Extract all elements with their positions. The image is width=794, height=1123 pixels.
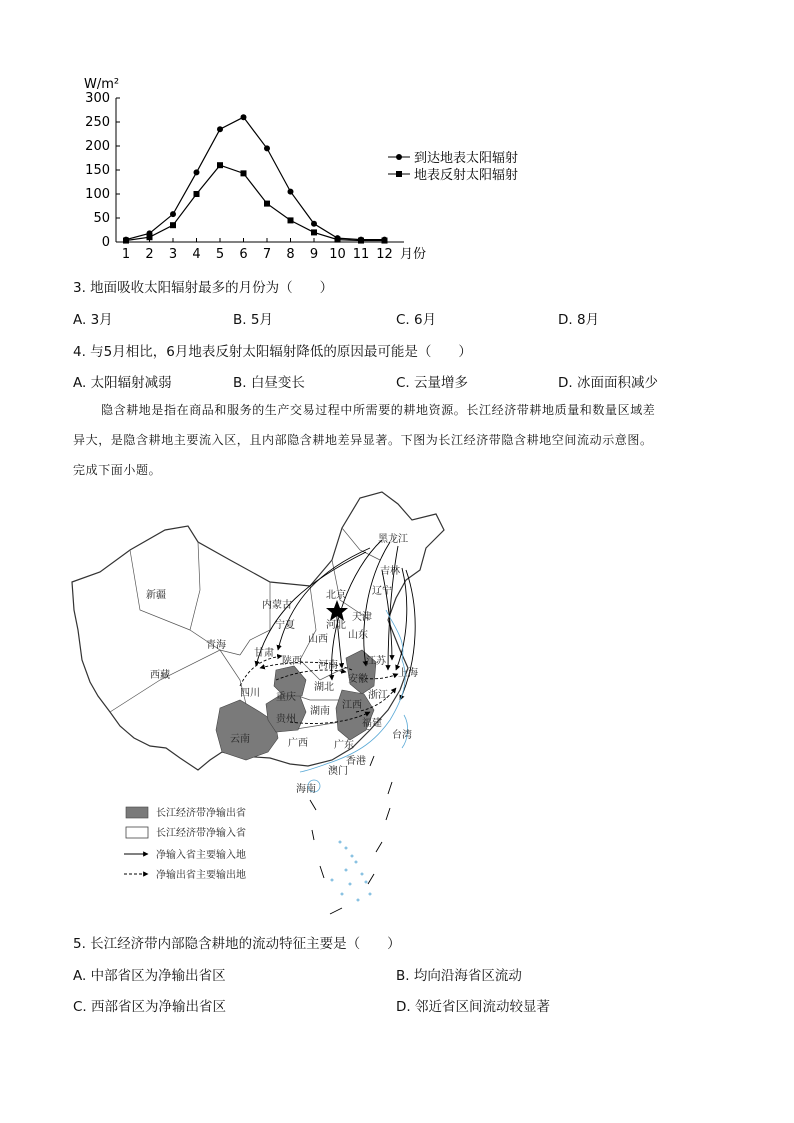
question-4-stem: 4. 与5月相比，6月地表反射太阳辐射降低的原因最可能是（ ） (73, 344, 472, 360)
x-tick-label: 12 (376, 247, 393, 262)
label-heilongjiang: 黑龙江 (378, 534, 408, 545)
data-point (123, 238, 129, 244)
x-tick-label: 3 (168, 247, 178, 262)
legend-net-in: 长江经济带净输入省 (156, 828, 246, 839)
data-point (382, 238, 388, 244)
label-gansu: 甘肃 (254, 648, 274, 659)
question-5-stem: 5. 长江经济带内部隐含耕地的流动特征主要是（ ） (73, 936, 401, 952)
q5-option-d[interactable]: D. 邻近省区间流动较显著 (396, 999, 550, 1015)
y-tick-label: 300 (85, 91, 110, 106)
q4-option-b[interactable]: B. 白昼变长 (233, 375, 305, 391)
legend-series-2: 地表反射太阳辐射 (414, 168, 519, 183)
y-tick-label: 100 (85, 187, 110, 202)
q5-option-a[interactable]: A. 中部省区为净输出省区 (73, 968, 226, 984)
x-tick-label: 7 (262, 247, 272, 262)
label-xinjiang: 新疆 (146, 590, 166, 601)
data-point (241, 170, 247, 176)
label-qinghai: 青海 (206, 640, 226, 651)
label-fujian: 福建 (362, 718, 382, 729)
label-chongqing: 重庆 (276, 692, 296, 703)
q5-option-c[interactable]: C. 西部省区为净输出省区 (73, 999, 227, 1015)
data-point (170, 222, 176, 228)
legend-solid-arrow: 净输入省主要输入地 (156, 850, 246, 861)
q3-option-b[interactable]: B. 5月 (233, 312, 273, 328)
label-hebei: 河北 (326, 620, 346, 631)
chart-legend (388, 150, 518, 183)
y-tick-label: 200 (85, 139, 110, 154)
label-tianjin: 天津 (352, 612, 372, 623)
data-point (288, 217, 294, 223)
label-shaanxi: 陕西 (282, 656, 302, 667)
series-line-2 (126, 165, 385, 240)
label-xianggang: 香港 (346, 756, 366, 767)
data-point (311, 221, 317, 227)
radiation-chart (70, 68, 540, 268)
x-tick-label: 11 (352, 247, 370, 262)
data-point (288, 189, 294, 195)
q3-option-a[interactable]: A. 3月 (73, 312, 113, 328)
data-point (194, 191, 200, 197)
y-tick-label: 0 (101, 235, 110, 250)
x-tick-label: 6 (239, 247, 248, 262)
y-tick-label: 150 (85, 163, 110, 178)
data-point (217, 126, 223, 132)
label-liaoning: 辽宁 (372, 586, 392, 597)
data-point (311, 229, 317, 235)
x-tick-label: 10 (329, 247, 346, 262)
x-tick-label: 2 (145, 247, 154, 262)
q4-option-c[interactable]: C. 云量增多 (396, 375, 469, 391)
label-shanghai: 上海 (398, 668, 418, 679)
x-tick-label: 1 (121, 247, 131, 262)
label-anhui: 安徽 (348, 674, 368, 685)
sea-border-lines (310, 756, 392, 914)
q5-option-b[interactable]: B. 均向沿海省区流动 (396, 968, 522, 984)
label-yunnan: 云南 (230, 734, 250, 745)
data-point (147, 234, 153, 240)
china-flow-map (70, 490, 450, 920)
label-hainan: 海南 (296, 784, 316, 795)
passage-line-1: 隐含耕地是指在商品和服务的生产交易过程中所需要的耕地资源。长江经济带耕地质量和数量区域差 (101, 403, 656, 417)
label-guangxi: 广西 (288, 738, 308, 749)
series-line-1 (126, 117, 385, 239)
label-ningxia: 宁夏 (275, 620, 295, 631)
data-point (194, 169, 200, 175)
x-tick-label: 9 (309, 247, 319, 262)
passage-line-2: 异大，是隐含耕地主要流入区，且内部隐含耕地差异显著。下图为长江经济带隐含耕地空间流动示意图。 (73, 433, 653, 447)
data-point (264, 145, 270, 151)
q3-option-c[interactable]: C. 6月 (396, 312, 437, 328)
label-hubei: 湖北 (314, 682, 334, 693)
label-sichuan: 四川 (240, 688, 260, 699)
passage-line-3: 完成下面小题。 (73, 463, 162, 477)
label-shandong: 山东 (348, 630, 368, 641)
label-zhejiang: 浙江 (368, 690, 388, 701)
x-tick-label: 5 (215, 247, 225, 262)
passage (73, 395, 733, 485)
label-taiwan: 台湾 (392, 730, 412, 741)
q3-option-d[interactable]: D. 8月 (558, 312, 600, 328)
q4-option-a[interactable]: A. 太阳辐射减弱 (73, 375, 172, 391)
data-point (264, 201, 270, 207)
label-hunan: 湖南 (310, 706, 330, 717)
legend-net-out: 长江经济带净输出省 (156, 808, 246, 819)
data-point (217, 162, 223, 168)
label-beijing: 北京 (326, 590, 346, 601)
label-xizang: 西藏 (150, 670, 170, 681)
label-henan: 河南 (318, 660, 338, 671)
legend-series-1: 到达地表太阳辐射 (414, 151, 519, 166)
label-jilin: 吉林 (380, 566, 400, 577)
map-legend (124, 806, 246, 881)
x-axis-unit: 月份 (400, 247, 427, 262)
data-point (335, 237, 341, 243)
data-point (358, 238, 364, 244)
label-jiangsu: 江苏 (366, 656, 386, 667)
legend-dashed-arrow: 净输出省主要输出地 (156, 870, 246, 881)
label-guizhou: 贵州 (276, 714, 296, 725)
x-tick-label: 4 (192, 247, 201, 262)
x-tick-label: 8 (286, 247, 295, 262)
label-shanxi: 山西 (308, 634, 328, 645)
data-point (170, 211, 176, 217)
question-3-stem: 3. 地面吸收太阳辐射最多的月份为（ ） (73, 280, 334, 296)
q4-option-d[interactable]: D. 冰面面积减少 (558, 375, 658, 391)
y-tick-label: 50 (93, 211, 110, 226)
y-axis-unit: W/m² (84, 77, 120, 92)
label-guangdong: 广东 (334, 740, 354, 751)
label-neimenggu: 内蒙古 (262, 600, 292, 611)
label-jiangxi: 江西 (342, 700, 362, 711)
label-aomen: 澳门 (328, 766, 348, 777)
data-point (241, 114, 247, 120)
y-tick-label: 250 (85, 115, 110, 130)
